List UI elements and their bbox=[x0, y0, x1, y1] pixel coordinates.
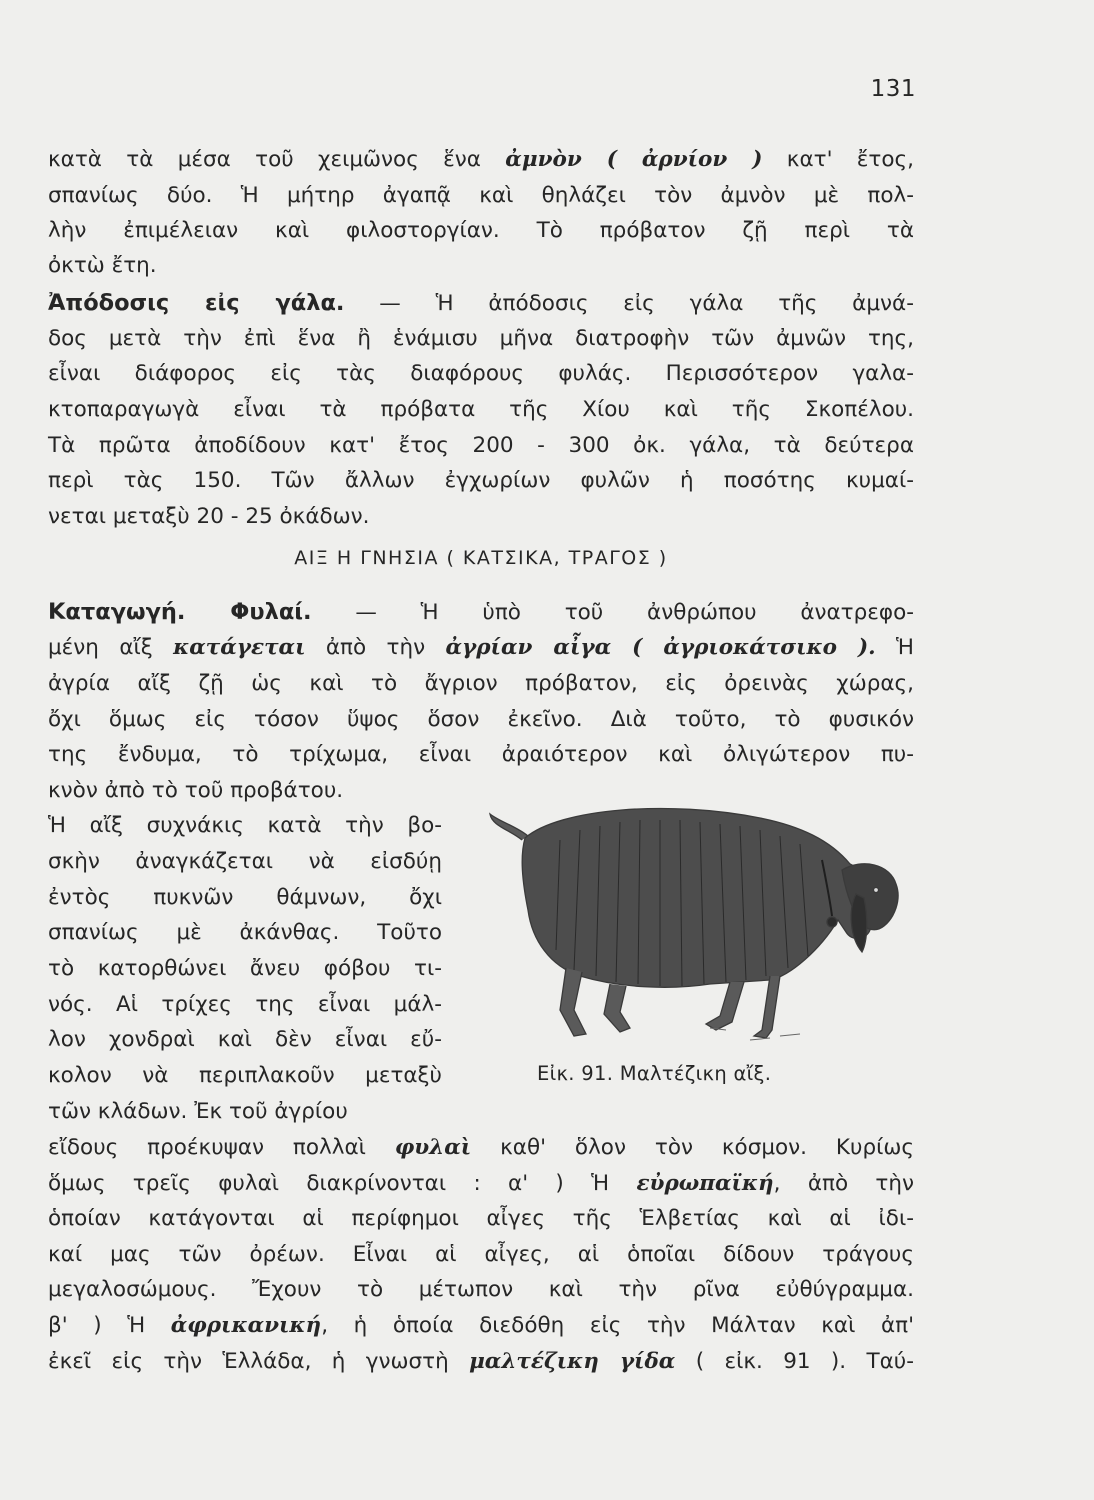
paragraph-heading-line: Ἀπόδοσις εἰς γάλα. — Ἡ ἀπόδοσις εἰς γάλα τῆς ἀμνά- bbox=[48, 290, 914, 316]
page-number: 131 bbox=[870, 76, 916, 102]
text-line: εἶναι διάφορος εἰς τὰς διαφόρους φυλάς. Περισσότερον γαλα- bbox=[48, 361, 914, 386]
text-line: νός. Αἱ τρίχες της εἶναι μάλ- bbox=[48, 992, 442, 1017]
text-line: κνὸν ἀπὸ τὸ τοῦ προβάτου. bbox=[48, 778, 344, 803]
text-line: μένη αἴξ κατάγεται ἀπὸ τὴν ἀγρίαν αἶγα ( ἀγριοκάτσικο ). Ἡ bbox=[48, 635, 915, 660]
text-line: ὅμως τρεῖς φυλαὶ διακρίνονται : α' ) Ἡ εὐρωπαϊκή, ἀπὸ τὴν bbox=[48, 1171, 915, 1196]
figure-caption: Εἰκ. 91. Μαλτέζικη αἴξ. bbox=[537, 1062, 772, 1085]
text-line: σπανίως δύο. Ἡ μήτηρ ἀγαπᾷ καὶ θηλάζει τὸν ἀμνὸν μὲ πολ- bbox=[48, 183, 914, 208]
text-line: μεγαλοσώμους. Ἔχουν τὸ μέτωπον καὶ τὴν ρῖνα εὐθύγραμμα. bbox=[48, 1277, 914, 1302]
text-line: της ἔνδυμα, τὸ τρίχωμα, εἶναι ἀραιότερον καὶ ὀλιγώτερον πυ- bbox=[48, 742, 914, 767]
text-line: σκὴν ἀναγκάζεται νὰ εἰσδύῃ bbox=[48, 849, 442, 874]
text-line: κολον νὰ περιπλακοῦν μεταξὺ bbox=[48, 1063, 442, 1088]
text-line: περὶ τὰς 150. Τῶν ἄλλων ἐγχωρίων φυλῶν ἡ ποσότης κυμαί- bbox=[48, 468, 914, 493]
text-line: κτοπαραγωγὰ εἶναι τὰ πρόβατα τῆς Χίου καὶ τῆς Σκοπέλου. bbox=[48, 397, 914, 422]
paragraph-heading-line: Καταγωγή. Φυλαί. — Ἡ ὑπὸ τοῦ ἀνθρώπου ἀνατρεφο- bbox=[48, 599, 914, 625]
figure-goat bbox=[470, 800, 910, 1050]
text-line: κατὰ τὰ μέσα τοῦ χειμῶνος ἕνα ἀμνὸν ( ἀρνίον ) κατ' ἔτος, bbox=[48, 147, 914, 172]
text-line: καί μας τῶν ὀρέων. Εἶναι αἱ αἶγες, αἱ ὁποῖαι δίδουν τράγους bbox=[48, 1242, 914, 1267]
text-line: λον χονδραὶ καὶ δὲν εἶναι εὔ- bbox=[48, 1027, 442, 1052]
goat-illustration-icon bbox=[470, 800, 910, 1050]
text-line: νεται μεταξὺ 20 - 25 ὀκάδων. bbox=[48, 504, 370, 529]
text-line: τῶν κλάδων. Ἐκ τοῦ ἀγρίου bbox=[48, 1099, 348, 1124]
text-line: Τὰ πρῶτα ἀποδίδουν κατ' ἔτος 200 - 300 ὀκ. γάλα, τὰ δεύτερα bbox=[48, 433, 914, 458]
section-title: ΑΙΞ Η ΓΝΗΣΙΑ ( ΚΑΤΣΙΚΑ, ΤΡΑΓΟΣ ) bbox=[294, 547, 668, 569]
text-line: λὴν ἐπιμέλειαν καὶ φιλοστοργίαν. Τὸ πρόβατον ζῇ περὶ τὰ bbox=[48, 218, 914, 243]
text-line: εἴδους προέκυψαν πολλαὶ φυλαὶ καθ' ὅλον τὸν κόσμον. Κυρίως bbox=[48, 1135, 914, 1160]
text-line: ὁποίαν κατάγονται αἱ περίφημοι αἶγες τῆς Ἑλβετίας καὶ αἱ ἰδι- bbox=[48, 1206, 914, 1231]
text-line: τὸ κατορθώνει ἄνευ φόβου τι- bbox=[48, 956, 442, 981]
text-line: β' ) Ἡ ἀφρικανική, ἡ ὁποία διεδόθη εἰς τὴν Μάλταν καὶ ἀπ' bbox=[48, 1313, 914, 1338]
text-line: σπανίως μὲ ἀκάνθας. Τοῦτο bbox=[48, 920, 442, 945]
text-line: ἐντὸς πυκνῶν θάμνων, ὄχι bbox=[48, 885, 442, 910]
text-line: ἐκεῖ εἰς τὴν Ἑλλάδα, ἡ γνωστὴ μαλτέζικη γίδα ( εἰκ. 91 ). Ταύ- bbox=[48, 1349, 915, 1374]
text-line: ὄχι ὅμως εἰς τόσον ὕψος ὅσον ἐκεῖνο. Διὰ τοῦτο, τὸ φυσικόν bbox=[48, 707, 914, 732]
text-line: δος μετὰ τὴν ἐπὶ ἕνα ἢ ἑνάμισυ μῆνα διατροφὴν τῶν ἀμνῶν της, bbox=[48, 326, 914, 351]
text-line: Ἡ αἴξ συχνάκις κατὰ τὴν βο- bbox=[48, 813, 442, 838]
text-line: ἀγρία αἴξ ζῇ ὡς καὶ τὸ ἄγριον πρόβατον, εἰς ὀρεινὰς χώρας, bbox=[48, 671, 914, 696]
text-line: ὀκτὼ ἔτη. bbox=[48, 253, 157, 278]
